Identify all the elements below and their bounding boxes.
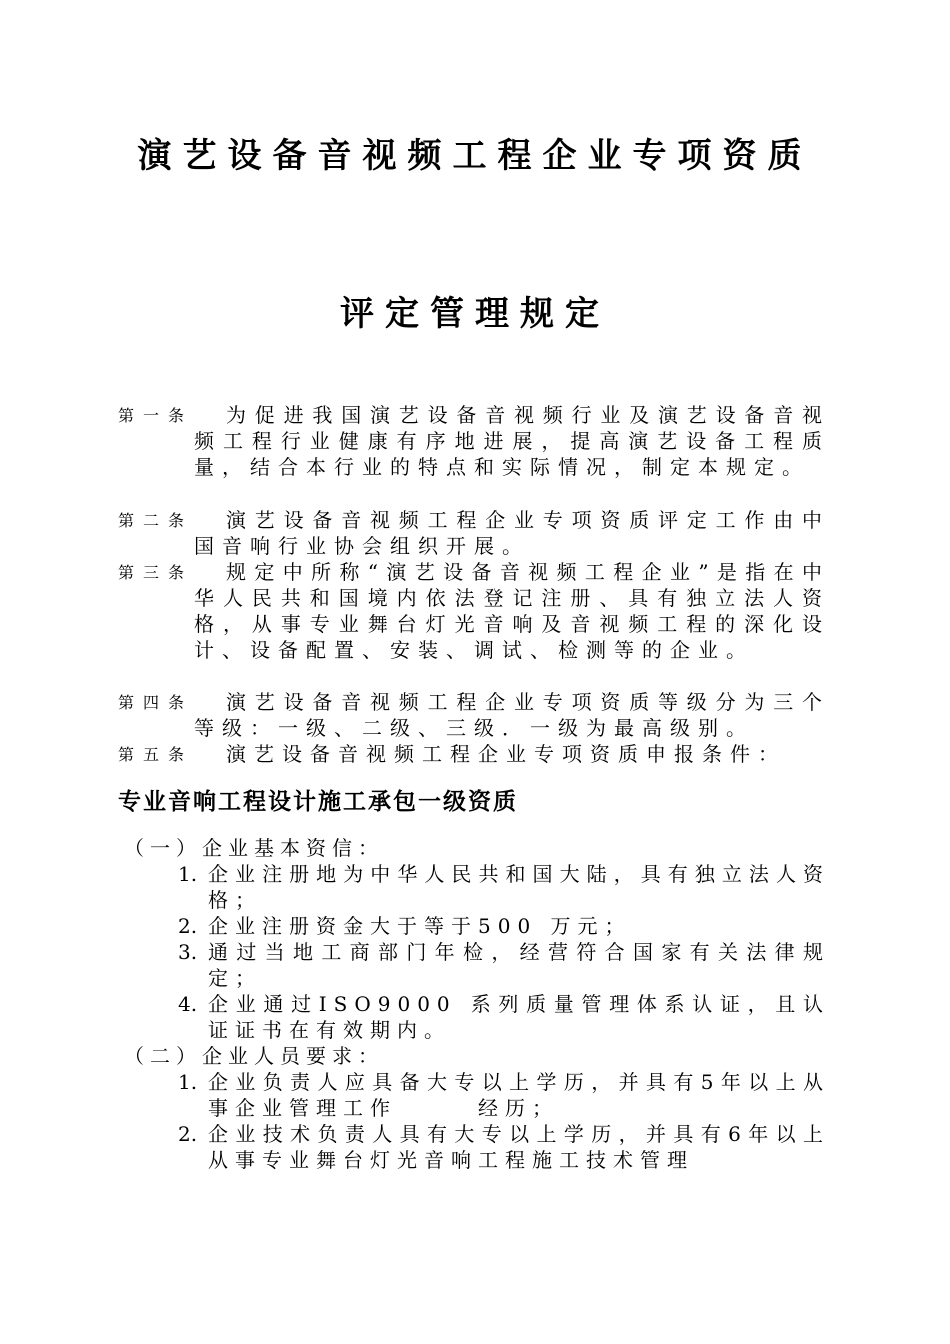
list-item-number: 4. (178, 992, 198, 1016)
list-item (178, 1069, 830, 1121)
article-label: 第二条 (118, 511, 194, 530)
article-5 (118, 741, 830, 767)
list-item-number: 1. (178, 862, 198, 886)
list-item-text: 企业注册地为中华人民共和国大陆，具有独立法人资格； (208, 862, 830, 912)
list-item-number: 3. (178, 940, 198, 964)
list-item-number: 1. (178, 1070, 198, 1094)
article-text: 演艺设备音视频工程企业专项资质申报条件： (226, 742, 786, 766)
list-item (178, 861, 830, 913)
list-item (178, 939, 830, 991)
article-1 (118, 402, 830, 480)
article-text: 演艺设备音视频工程企业专项资质评定工作由中国音响行业协会组织开展。 (194, 508, 830, 558)
list-item-text: 企业技术负责人具有大专以上学历，并具有6年以上从事专业舞台灯光音响工程施工技术管理 (208, 1122, 830, 1172)
article-label: 第一条 (118, 406, 194, 425)
list-item (178, 1121, 830, 1173)
document-title-line1: 演艺设备音视频工程企业专项资质 (137, 136, 813, 176)
article-label: 第三条 (118, 563, 194, 582)
article-label: 第四条 (118, 693, 194, 712)
list-item-text: 企业负责人应具备大专以上学历，并具有5年以上从事企业管理工作 经历； (208, 1070, 830, 1120)
article-4 (118, 689, 830, 741)
article-text: 规定中所称“演艺设备音视频工程企业”是指在中华人民共和国境内依法登记注册、具有独立法人资格，从事专业舞台灯光音响及音视频工程的深化设计、设备配置、安装、调试、检测等的企业。 (194, 560, 830, 662)
list-item (178, 991, 830, 1043)
group-label: （二）企业人员要求： (124, 1044, 384, 1068)
article-3 (118, 559, 830, 663)
list-item-text: 企业通过ISO9000 系列质量管理体系认证，且认证证书在有效期内。 (208, 992, 830, 1042)
article-label: 第五条 (118, 745, 194, 764)
article-text: 为促进我国演艺设备音视频行业及演艺设备音视频工程行业健康有序地进展，提高演艺设备工程质量，结合本行业的特点和实际情况，制定本规定。 (194, 403, 830, 479)
list-item-text: 企业注册资金大于等于500 万元； (208, 914, 632, 938)
list-item-number: 2. (178, 914, 198, 938)
document-title-line2: 评定管理规定 (340, 294, 610, 334)
article-2 (118, 507, 830, 559)
section-heading: 专业音响工程设计施工承包一级资质 (118, 788, 518, 815)
article-text: 演艺设备音视频工程企业专项资质等级分为三个等级：一级、二级、三级．一级为最高级别。 (194, 690, 830, 740)
group-label: （一）企业基本资信： (124, 836, 384, 860)
list-item (178, 913, 830, 939)
list-item-text: 通过当地工商部门年检，经营符合国家有关法律规定； (208, 940, 830, 990)
list-item-number: 2. (178, 1122, 198, 1146)
